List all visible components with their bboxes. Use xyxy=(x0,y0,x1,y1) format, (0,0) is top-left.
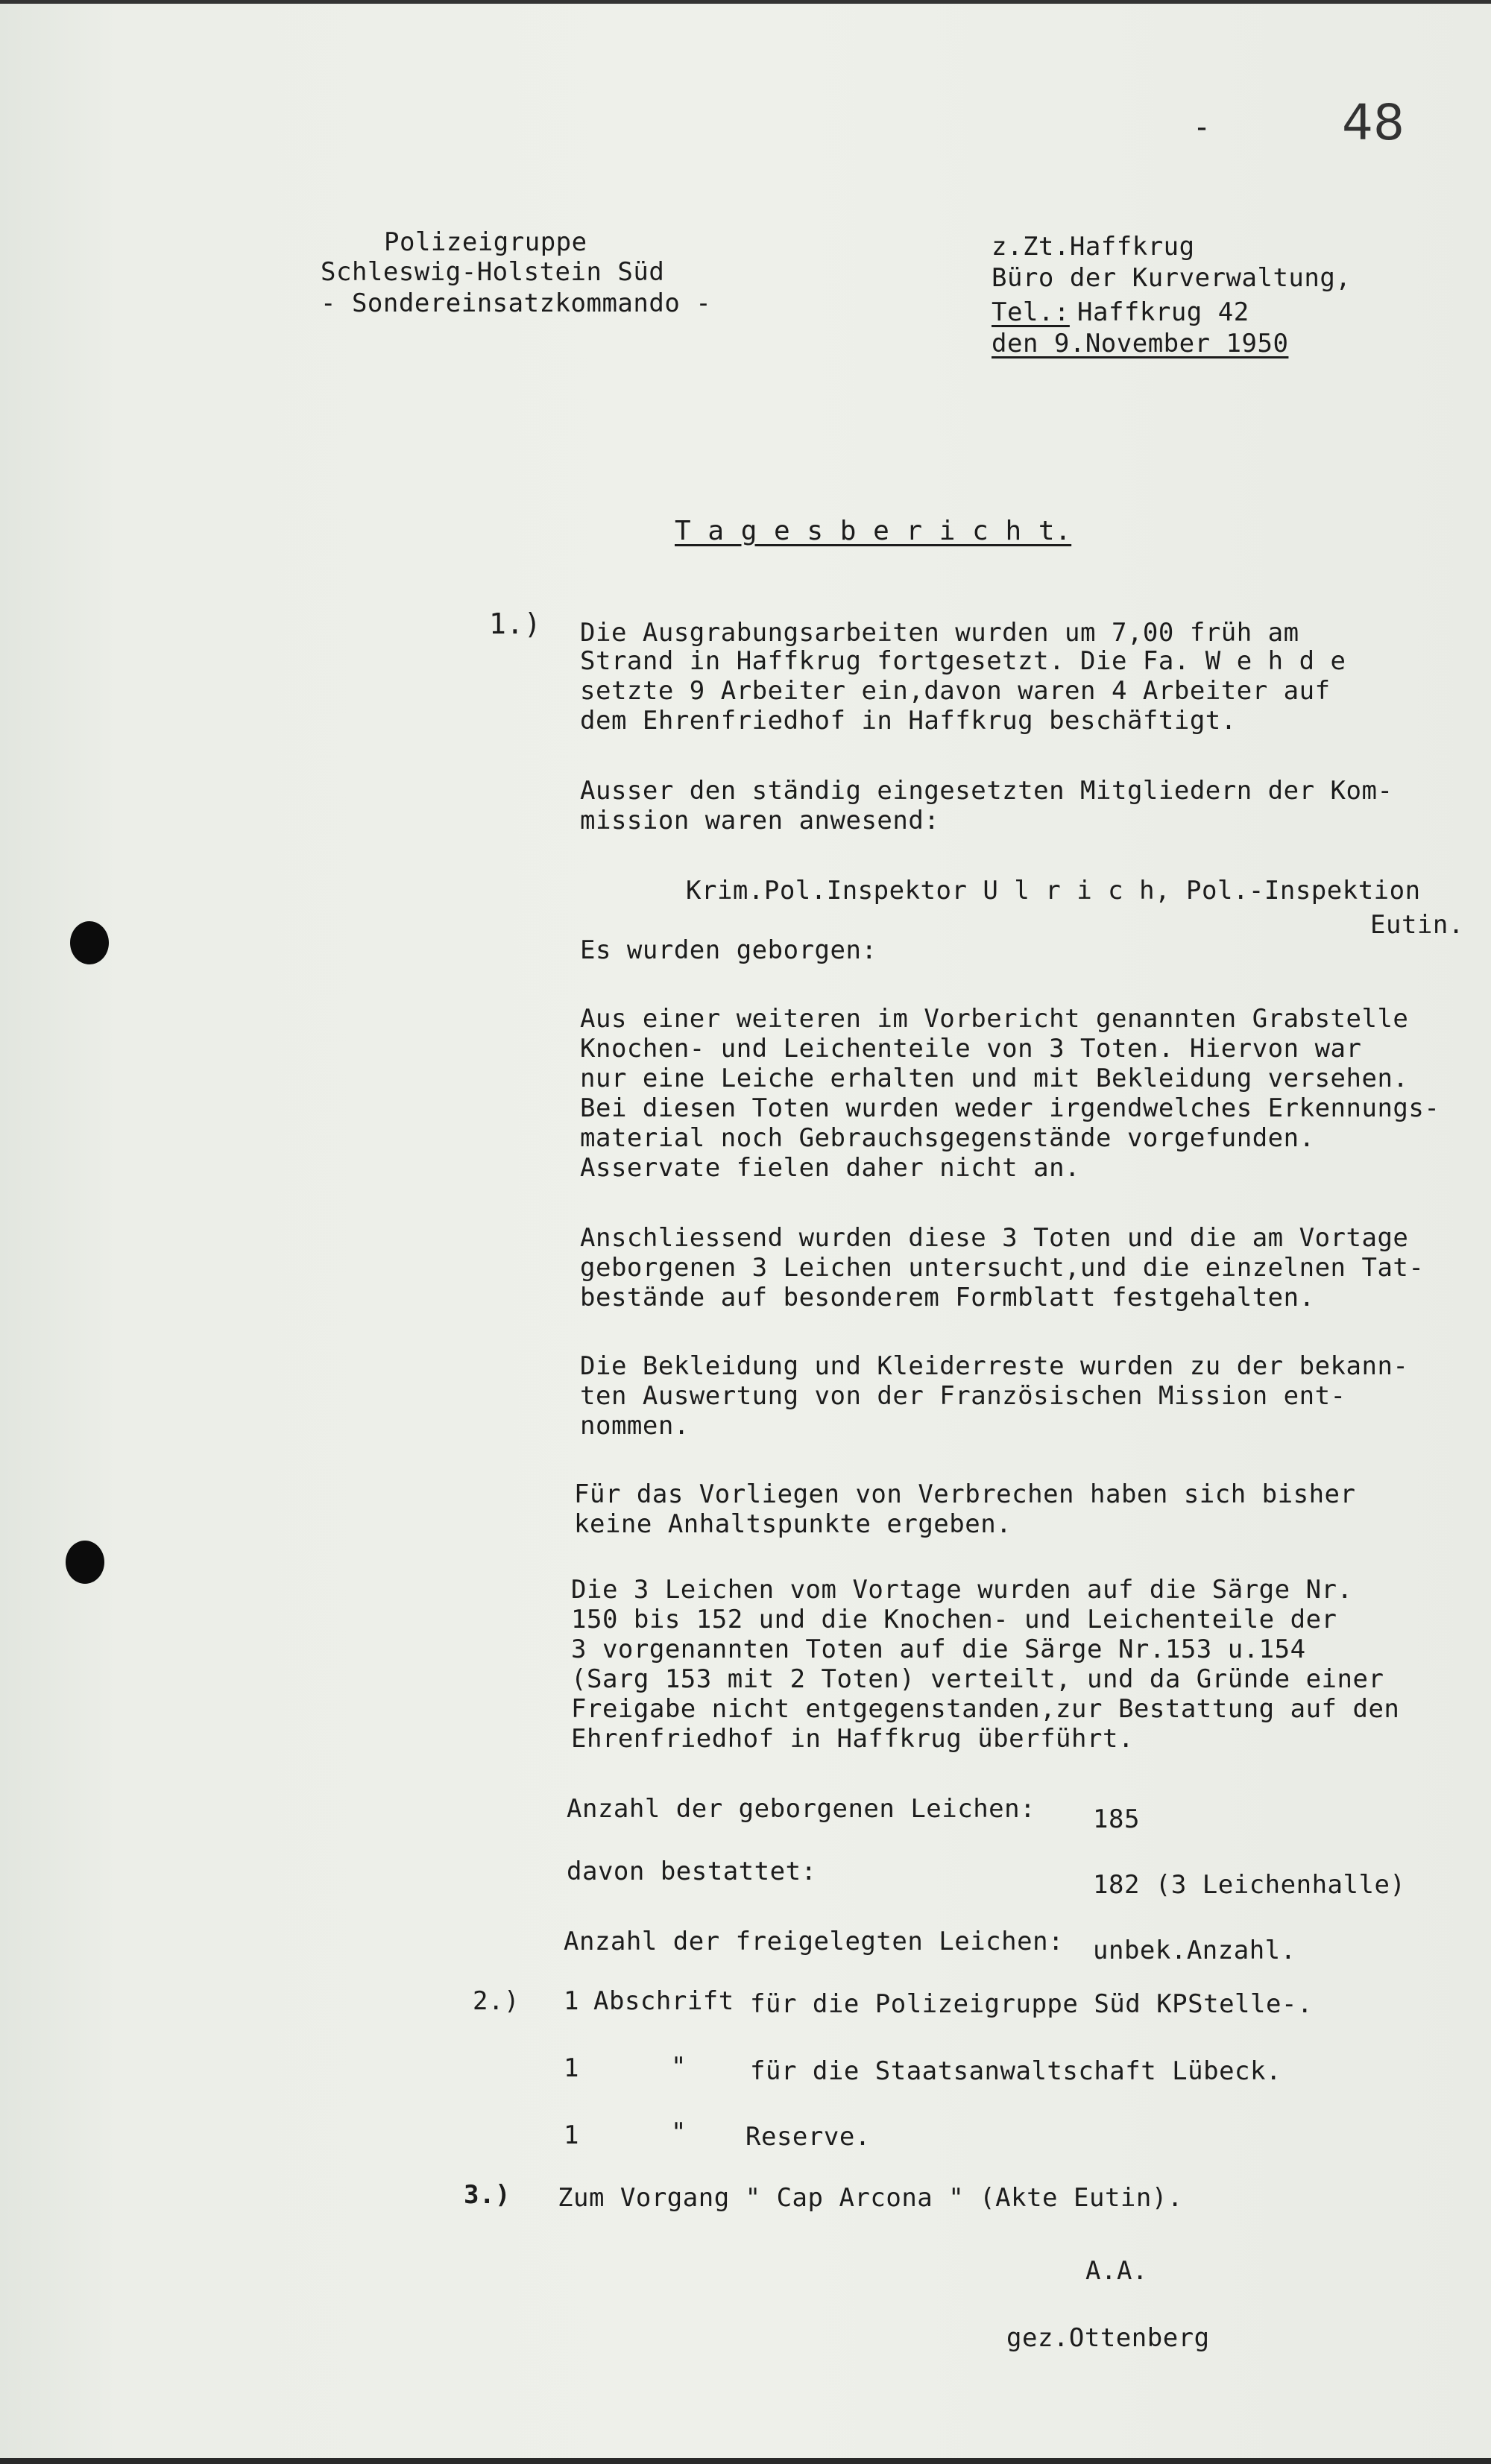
stat-label-buried: davon bestattet: xyxy=(567,1857,817,1886)
scan-edge-bottom xyxy=(0,2458,1491,2464)
document-date: den 9.November 1950 xyxy=(992,329,1289,358)
section-1-p7-line-3: 3 vorgenannten Toten auf die Särge Nr.153 u.154 xyxy=(571,1634,1306,1664)
stat-value-recovered: 185 xyxy=(1093,1804,1140,1834)
section-1-p1-line-3: setzte 9 Arbeiter ein,davon waren 4 Arbeiter auf xyxy=(580,676,1331,706)
copy-row-1-count: 1 xyxy=(564,1986,579,2016)
recovered-heading: Es wurden geborgen: xyxy=(580,935,877,965)
section-3-number: 3.) xyxy=(464,2180,511,2210)
section-1-p7-line-5: Freigabe nicht entgegenstanden,zur Bestattung auf den xyxy=(571,1694,1400,1724)
sender-line-2: Schleswig-Holstein Süd xyxy=(321,257,665,287)
section-1-p7-line-6: Ehrenfriedhof in Haffkrug überführt. xyxy=(571,1724,1134,1754)
copy-row-3-ditto: " xyxy=(671,2117,687,2147)
section-1-p7-line-2: 150 bis 152 und die Knochen- und Leichenteile der xyxy=(571,1605,1337,1634)
section-1-p3-line-6: Asservate fielen daher nicht an. xyxy=(580,1153,1081,1183)
section-1-p1-line-4: dem Ehrenfriedhof in Haffkrug beschäftigt. xyxy=(580,706,1237,736)
section-1-p7-line-4: (Sarg 153 mit 2 Toten) verteilt, und da Gründe einer xyxy=(571,1664,1384,1694)
place-line-2: Büro der Kurverwaltung, xyxy=(992,263,1352,293)
sender-line-1: Polizeigruppe xyxy=(384,227,587,257)
sender-line-3: - Sondereinsatzkommando - xyxy=(321,288,712,318)
section-3-text: Zum Vorgang " Cap Arcona " (Akte Eutin). xyxy=(558,2183,1183,2213)
section-1-number: 1.) xyxy=(489,607,542,640)
page-number-dash: - xyxy=(1193,110,1211,145)
section-1-p1-line-2: Strand in Haffkrug fortgesetzt. Die Fa. W e h d e xyxy=(580,646,1346,676)
inspector-line: Krim.Pol.Inspektor U l r i c h, Pol.-Inspektion xyxy=(686,876,1421,906)
place-line-1: z.Zt.Haffkrug xyxy=(992,232,1195,262)
scan-edge-top xyxy=(0,0,1491,4)
section-1-p5-line-3: nommen. xyxy=(580,1411,690,1441)
section-1-p2-line-1: Ausser den ständig eingesetzten Mitgliedern der Kom- xyxy=(580,776,1393,806)
section-1-p1-line-1: Die Ausgrabungsarbeiten wurden um 7,00 früh am xyxy=(580,618,1299,648)
section-1-p3-line-1: Aus einer weiteren im Vorbericht genannten Grabstelle xyxy=(580,1004,1409,1034)
copy-row-1-ditto: Abschrift xyxy=(593,1986,734,2016)
stat-value-buried: 182 (3 Leichenhalle) xyxy=(1093,1870,1406,1900)
copy-row-2-ditto: " xyxy=(671,2052,687,2082)
stat-value-exposed: unbek.Anzahl. xyxy=(1093,1936,1296,1965)
stat-label-exposed: Anzahl der freigelegten Leichen: xyxy=(564,1927,1065,1956)
signature: gez.Ottenberg xyxy=(1006,2323,1210,2353)
section-2-number: 2.) xyxy=(473,1986,520,2016)
document-title: T a g e s b e r i c h t. xyxy=(675,516,1072,546)
tel-value: Haffkrug 42 xyxy=(1077,297,1249,327)
page-number: 48 xyxy=(1342,94,1405,151)
copy-row-3-count: 1 xyxy=(564,2120,579,2150)
section-1-p3-line-3: nur eine Leiche erhalten und mit Bekleidung versehen. xyxy=(580,1064,1409,1093)
copy-row-2-count: 1 xyxy=(564,2053,579,2083)
section-1-p2-line-2: mission waren anwesend: xyxy=(580,806,940,835)
section-1-p3-line-4: Bei diesen Toten wurden weder irgendwelches Erkennungs- xyxy=(580,1093,1440,1123)
stat-label-recovered: Anzahl der geborgenen Leichen: xyxy=(567,1794,1036,1824)
punch-hole-upper xyxy=(70,921,109,964)
section-1-p5-line-1: Die Bekleidung und Kleiderreste wurden zu der bekann- xyxy=(580,1351,1409,1381)
section-1-p3-line-5: material noch Gebrauchsgegenstände vorgefunden. xyxy=(580,1123,1315,1153)
tel-label: Tel.: xyxy=(992,297,1070,327)
section-1-p5-line-2: ten Auswertung von der Französischen Mission ent- xyxy=(580,1381,1346,1411)
section-1-p6-line-2: keine Anhaltspunkte ergeben. xyxy=(574,1509,1012,1539)
section-1-p7-line-1: Die 3 Leichen vom Vortage wurden auf die Särge Nr. xyxy=(571,1575,1353,1605)
punch-hole-lower xyxy=(66,1541,104,1584)
copy-row-2-text: für die Staatsanwaltschaft Lübeck. xyxy=(750,2056,1282,2086)
section-1-p3-line-2: Knochen- und Leichenteile von 3 Toten. Hiervon war xyxy=(580,1034,1362,1064)
copy-row-3-text: Reserve. xyxy=(746,2122,871,2152)
section-1-p4-line-1: Anschliessend wurden diese 3 Toten und die am Vortage xyxy=(580,1223,1409,1253)
section-1-p6-line-1: Für das Vorliegen von Verbrechen haben sich bisher xyxy=(574,1479,1356,1509)
inspector-place: Eutin. xyxy=(1370,910,1464,940)
section-1-p4-line-3: bestände auf besonderem Formblatt festgehalten. xyxy=(580,1283,1315,1312)
copy-row-1-text: für die Polizeigruppe Süd KPStelle-. xyxy=(750,1989,1313,2019)
closing-aa: A.A. xyxy=(1085,2256,1148,2286)
section-1-p4-line-2: geborgenen 3 Leichen untersucht,und die einzelnen Tat- xyxy=(580,1253,1425,1283)
